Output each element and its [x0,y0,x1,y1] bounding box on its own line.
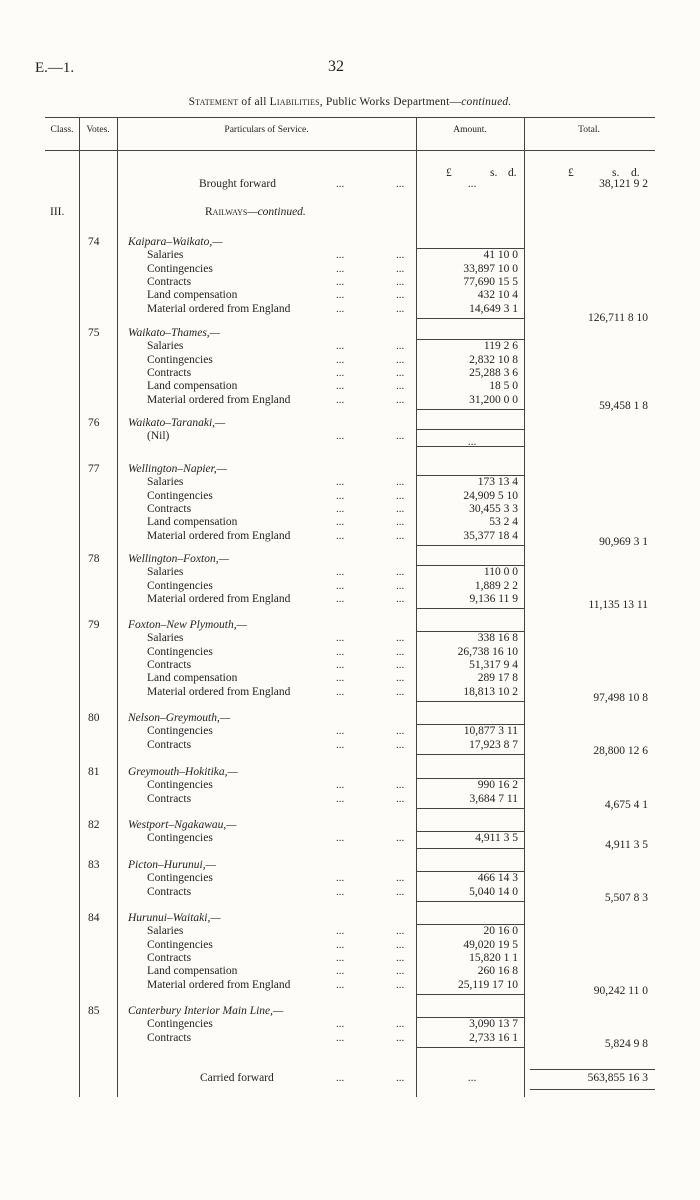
amount-group-bottom-rule [416,545,524,546]
column-divider-particulars [416,117,417,1097]
leader-dots: ... [396,672,405,685]
document-reference: E.—1. [35,60,75,76]
vote-name: Picton–Hurunui,— [128,859,216,871]
leader-dots: ... [336,658,345,671]
leader-dots: ... [336,566,345,579]
amount-group-bottom-rule [416,901,524,902]
vote-name: Canterbury Interior Main Line,— [128,1005,284,1017]
leader-dots: ... [336,249,345,262]
vote-total: 5,824 9 8 [604,1038,648,1050]
title-continued: continued. [461,96,512,108]
item-amount: 4,911 3 5 [475,832,518,845]
item-label: Contracts [147,738,192,751]
item-label: Material ordered from England [147,592,291,605]
leader-dots: ... [396,380,405,393]
vote-number: 84 [88,912,100,924]
item-label: Contracts [147,275,192,288]
leader-dots: ... [396,393,405,406]
vote-name: Wellington–Foxton,— [128,553,229,565]
section-heading [205,206,306,219]
carried-forward-total: 563,855 16 3 [587,1072,648,1084]
vote-total: 126,711 8 10 [588,312,648,324]
item-label: Land compensation [147,380,238,393]
vote-name: Hurunui–Waitaki,— [128,912,221,924]
amount-group-bottom-rule [416,754,524,755]
item-amount: 17,923 8 7 [469,738,518,751]
leader-dots: ... [396,476,405,489]
leader-dots: ... [396,1018,405,1031]
leader-dots: ... [336,685,345,698]
amount-pence-symbol: d. [508,167,517,179]
item-label: Land compensation [147,965,238,978]
item-amount: 10,877 3 11 [463,725,518,738]
leader-dots: ... [396,353,405,366]
amount-group-bottom-rule [416,318,524,319]
leader-dots: ... [396,302,405,315]
leader-dots: ... [396,725,405,738]
leader-dots: ... [396,340,405,353]
leader-dots: ... [336,178,345,190]
vote-total: 90,242 11 0 [593,985,648,997]
leader-dots: ... [396,289,405,302]
item-label: Contingencies [147,1018,213,1031]
item-label: Contingencies [147,353,213,366]
total-pound-symbol: £ [568,167,574,179]
leader-dots: ... [336,262,345,275]
leader-dots: ... [336,951,345,964]
carried-forward-label: Carried forward [200,1072,274,1084]
section-heading-railways: Railways [205,206,248,218]
leader-dots: ... [396,872,405,885]
item-label: Contracts [147,366,192,379]
item-amount: 15,820 1 1 [469,951,518,964]
carried-forward-amount: ... [467,1072,477,1084]
item-amount: 51,317 9 4 [469,658,518,671]
leader-dots: ... [336,289,345,302]
item-amount: 119 2 6 [483,340,518,353]
carried-forward-top-rule [530,1069,655,1070]
leader-dots: ... [396,645,405,658]
item-amount: 260 16 8 [477,965,518,978]
leader-dots: ... [396,516,405,529]
amount-group-bottom-rule [416,848,524,849]
leader-dots: ... [336,366,345,379]
carried-forward-bottom-rule [530,1089,655,1090]
vote-number: 75 [88,327,100,339]
column-divider-class [79,117,80,1097]
vote-number: 81 [88,766,100,778]
item-label: Contingencies [147,938,213,951]
amount-group-top-rule [416,429,524,430]
leader-dots: ... [336,672,345,685]
title-statement: Statement [188,96,239,108]
item-label: Contracts [147,502,192,515]
item-label: Salaries [147,476,184,489]
title-department: , Public Works Department— [319,96,462,108]
title-liabilities: Liabilities [269,96,320,108]
amount-shilling-symbol: s. [490,167,498,179]
leader-dots: ... [336,1072,345,1084]
item-label: Contracts [147,885,192,898]
column-header-class: Class. [50,125,74,135]
item-amount: 173 13 4 [477,476,518,489]
item-label: Contingencies [147,725,213,738]
leader-dots: ... [336,632,345,645]
vote-name: Waikato–Thames,— [128,327,220,339]
leader-dots: ... [336,592,345,605]
leader-dots: ... [396,965,405,978]
item-amount: 990 16 2 [477,779,518,792]
leader-dots: ... [336,725,345,738]
leader-dots: ... [396,430,405,443]
item-amount: 26,738 16 10 [457,645,518,658]
vote-name: Kaipara–Waikato,— [128,236,223,248]
item-label: Material ordered from England [147,393,291,406]
vote-number: 79 [88,619,100,631]
vote-number: 74 [88,236,100,248]
item-label: Salaries [147,566,184,579]
leader-dots: ... [396,1072,405,1084]
item-amount: 466 14 3 [477,872,518,885]
amount-group-bottom-rule [416,608,524,609]
vote-total: 59,458 1 8 [599,400,648,412]
leader-dots: ... [336,925,345,938]
item-amount: 35,377 18 4 [463,529,518,542]
leader-dots: ... [336,489,345,502]
item-label: Contingencies [147,645,213,658]
column-divider-votes [117,117,118,1097]
leader-dots: ... [396,978,405,991]
brought-forward-total: 38,121 9 2 [599,178,648,190]
leader-dots: ... [396,529,405,542]
leader-dots: ... [396,938,405,951]
leader-dots: ... [396,366,405,379]
leader-dots: ... [396,632,405,645]
leader-dots: ... [396,178,405,190]
vote-name: Nelson–Greymouth,— [128,712,231,724]
leader-dots: ... [336,1031,345,1044]
item-amount: 24,909 5 10 [463,489,518,502]
item-amount: ... [467,436,477,449]
column-header-total: Total. [578,125,600,135]
item-amount: 5,040 14 0 [469,885,518,898]
item-amount: 20 16 0 [483,925,518,938]
vote-total: 97,498 10 8 [593,692,648,704]
vote-number: 78 [88,553,100,565]
item-amount: 25,288 3 6 [469,366,518,379]
item-label: Contracts [147,951,192,964]
leader-dots: ... [336,965,345,978]
item-amount: 2,832 10 8 [469,353,518,366]
item-amount: 41 10 0 [483,249,518,262]
vote-name: Waikato–Taranaki,— [128,417,226,429]
leader-dots: ... [336,1018,345,1031]
vote-total: 28,800 12 6 [593,745,648,757]
leader-dots: ... [336,302,345,315]
leader-dots: ... [396,579,405,592]
leader-dots: ... [396,738,405,751]
page-number: 32 [328,58,344,75]
item-amount: 49,020 19 5 [463,938,518,951]
item-label: Material ordered from England [147,302,291,315]
leader-dots: ... [336,516,345,529]
vote-total: 5,507 8 3 [604,892,648,904]
total-shilling-symbol: s. [612,167,620,179]
item-label: Material ordered from England [147,978,291,991]
item-label: Land compensation [147,289,238,302]
section-heading-continued: —continued. [247,206,306,218]
leader-dots: ... [336,885,345,898]
title-of-all: of all [238,96,270,108]
amount-group-bottom-rule [416,1047,524,1048]
item-amount: 289 17 8 [477,672,518,685]
amount-group-bottom-rule [416,994,524,995]
item-label: Contingencies [147,489,213,502]
leader-dots: ... [336,393,345,406]
item-amount: 9,136 11 9 [469,592,518,605]
item-label: Salaries [147,925,184,938]
item-amount: 33,897 10 0 [463,262,518,275]
vote-total: 4,911 3 5 [605,839,648,851]
item-label: Material ordered from England [147,685,291,698]
item-label: Contracts [147,1031,192,1044]
item-label: Land compensation [147,516,238,529]
item-label: Land compensation [147,672,238,685]
leader-dots: ... [336,579,345,592]
item-amount: 3,090 13 7 [469,1018,518,1031]
vote-total: 11,135 13 11 [588,599,648,611]
leader-dots: ... [336,340,345,353]
column-divider-amount [524,117,525,1097]
amount-pound-symbol: £ [446,167,452,179]
leader-dots: ... [336,430,345,443]
leader-dots: ... [336,645,345,658]
brought-forward-label: Brought forward [199,178,276,190]
table-top-rule [45,117,655,118]
vote-total: 4,675 4 1 [604,799,648,811]
leader-dots: ... [336,380,345,393]
vote-number: 82 [88,819,100,831]
leader-dots: ... [396,685,405,698]
item-label: Contingencies [147,579,213,592]
item-amount: 3,684 7 11 [469,792,518,805]
item-amount: 2,733 16 1 [469,1031,518,1044]
leader-dots: ... [396,566,405,579]
amount-group-bottom-rule [416,446,524,447]
item-amount: 18 5 0 [489,380,518,393]
item-amount: 30,455 3 3 [469,502,518,515]
leader-dots: ... [336,476,345,489]
vote-number: 85 [88,1005,100,1017]
leader-dots: ... [396,779,405,792]
leader-dots: ... [396,489,405,502]
leader-dots: ... [396,592,405,605]
leader-dots: ... [396,262,405,275]
header-bottom-rule [45,150,655,151]
item-label: Salaries [147,249,184,262]
item-label: Salaries [147,632,184,645]
total-pence-symbol: d. [631,167,640,179]
item-label: Contingencies [147,262,213,275]
leader-dots: ... [396,658,405,671]
leader-dots: ... [336,275,345,288]
item-amount: 338 16 8 [477,632,518,645]
class-label: III. [50,206,65,218]
item-amount: 77,690 15 5 [463,275,518,288]
vote-name: Greymouth–Hokitika,— [128,766,238,778]
amount-group-bottom-rule [416,409,524,410]
brought-forward-amount: ... [467,178,477,190]
vote-total: 90,969 3 1 [599,536,648,548]
vote-name: Westport–Ngakawau,— [128,819,237,831]
leader-dots: ... [396,832,405,845]
amount-group-bottom-rule [416,701,524,702]
leader-dots: ... [336,938,345,951]
leader-dots: ... [396,885,405,898]
leader-dots: ... [396,249,405,262]
vote-name: Wellington–Napier,— [128,463,227,475]
leader-dots: ... [336,353,345,366]
item-label: Salaries [147,340,184,353]
vote-number: 83 [88,859,100,871]
vote-number: 76 [88,417,100,429]
leader-dots: ... [336,738,345,751]
leader-dots: ... [396,925,405,938]
amount-group-bottom-rule [416,808,524,809]
item-amount: 25,119 17 10 [458,978,518,991]
item-amount: 18,813 10 2 [463,685,518,698]
leader-dots: ... [396,275,405,288]
leader-dots: ... [396,1031,405,1044]
leader-dots: ... [336,832,345,845]
leader-dots: ... [396,792,405,805]
item-label: Contingencies [147,779,213,792]
leader-dots: ... [336,502,345,515]
leader-dots: ... [336,792,345,805]
column-header-particulars: Particulars of Service. [224,125,309,135]
item-amount: 110 0 0 [483,566,518,579]
column-header-votes: Votes. [86,125,110,135]
item-label: Contracts [147,658,192,671]
leader-dots: ... [336,872,345,885]
item-amount: 1,889 2 2 [474,579,518,592]
item-amount: 432 10 4 [477,289,518,302]
leader-dots: ... [336,529,345,542]
page-title [0,96,700,108]
item-label: (Nil) [147,430,170,443]
vote-number: 77 [88,463,100,475]
item-amount: 53 2 4 [489,516,518,529]
column-header-amount: Amount. [453,125,487,135]
item-label: Contingencies [147,832,213,845]
item-label: Material ordered from England [147,529,291,542]
leader-dots: ... [396,502,405,515]
item-amount: 31,200 0 0 [469,393,518,406]
leader-dots: ... [336,779,345,792]
vote-number: 80 [88,712,100,724]
item-label: Contingencies [147,872,213,885]
leader-dots: ... [396,951,405,964]
vote-name: Foxton–New Plymouth,— [128,619,247,631]
item-label: Contracts [147,792,192,805]
item-amount: 14,649 3 1 [469,302,518,315]
leader-dots: ... [336,978,345,991]
